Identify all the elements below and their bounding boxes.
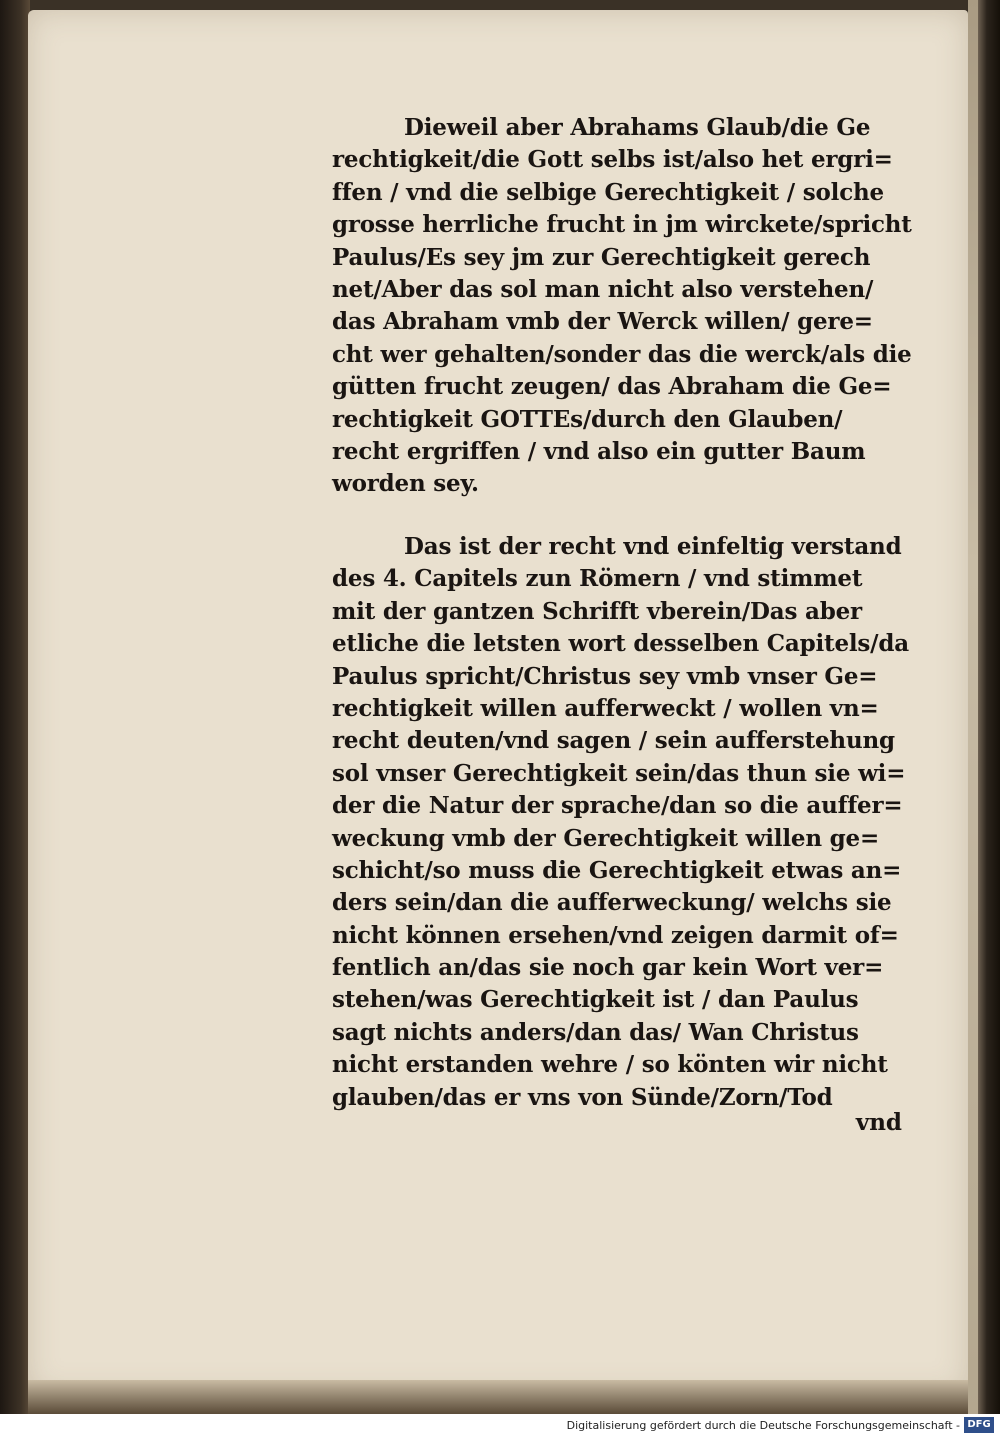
text-line: worden sey. — [332, 470, 479, 498]
text-line: fentlich an/das sie noch gar kein Wort ver= — [332, 954, 884, 982]
credit-footer — [0, 1414, 1000, 1437]
paragraph-1 — [332, 112, 912, 501]
book-right-edge — [978, 0, 1000, 1414]
text-line: nicht erstanden wehre / so könten wir nicht — [332, 1051, 888, 1079]
text-line: Das ist der recht vnd einfeltig verstand — [404, 533, 902, 560]
text-line: Paulus/Es sey jm zur Gerechtigkeit gerech — [332, 243, 871, 271]
book-left-edge — [0, 0, 30, 1414]
text-line: sagt nichts anders/dan das/ Wan Christus — [332, 1018, 859, 1046]
text-line: Dieweil aber Abrahams Glaub/die Ge — [404, 114, 871, 141]
text-line: der die Natur der sprache/dan so die auffer= — [332, 792, 903, 820]
text-line: schicht/so muss die Gerechtigkeit etwas an= — [332, 856, 902, 884]
dfg-logo: DFG — [964, 1417, 994, 1433]
text-line: cht wer gehalten/sonder das die werck/als die — [332, 340, 912, 368]
text-line: rechtigkeit/die Gott selbs ist/also het ergri= — [332, 146, 893, 174]
text-line: nicht können ersehen/vnd zeigen darmit of= — [332, 921, 899, 949]
text-line: ders sein/dan die aufferweckung/ welchs sie — [332, 889, 892, 917]
page-bottom-shadow — [28, 1380, 968, 1414]
catchword: vnd — [855, 1109, 902, 1136]
text-line: stehen/was Gerechtigkeit ist / dan Paulus — [332, 986, 859, 1014]
text-line: weckung vmb der Gerechtigkeit willen ge= — [332, 824, 880, 852]
text-line: sol vnser Gerechtigkeit sein/das thun sie wi= — [332, 759, 906, 787]
paragraph-2 — [332, 531, 912, 1114]
text-line: recht ergriffen / vnd also ein gutter Baum — [332, 437, 866, 465]
text-line: grosse herrliche frucht in jm wirckete/spricht — [332, 211, 912, 239]
text-line: recht deuten/vnd sagen / sein aufferstehung — [332, 727, 895, 755]
text-line: net/Aber das sol man nicht also verstehen/ — [332, 275, 874, 303]
text-line: mit der gantzen Schrifft vberein/Das aber — [332, 597, 862, 625]
text-line: des 4. Capitels zun Römern / vnd stimmet — [332, 565, 863, 593]
text-line: Paulus spricht/Christus sey vmb vnser Ge= — [332, 662, 878, 690]
text-line: das Abraham vmb der Werck willen/ gere= — [332, 308, 873, 336]
text-line: ffen / vnd die selbige Gerechtigkeit / solche — [332, 178, 884, 206]
funding-credit-text: Digitalisierung gefördert durch die Deutsche Forschungsgemeinschaft - — [566, 1419, 960, 1432]
page-edge-strip — [968, 0, 978, 1414]
text-line: rechtigkeit willen aufferweckt / wollen vn= — [332, 694, 879, 722]
text-line: etliche die letsten wort desselben Capitels/da — [332, 630, 909, 658]
text-line: rechtigkeit GOTTEs/durch den Glauben/ — [332, 405, 843, 433]
text-line: glauben/das er vns von Sünde/Zorn/Tod — [332, 1083, 833, 1111]
text-line: gütten frucht zeugen/ das Abraham die Ge= — [332, 373, 892, 401]
